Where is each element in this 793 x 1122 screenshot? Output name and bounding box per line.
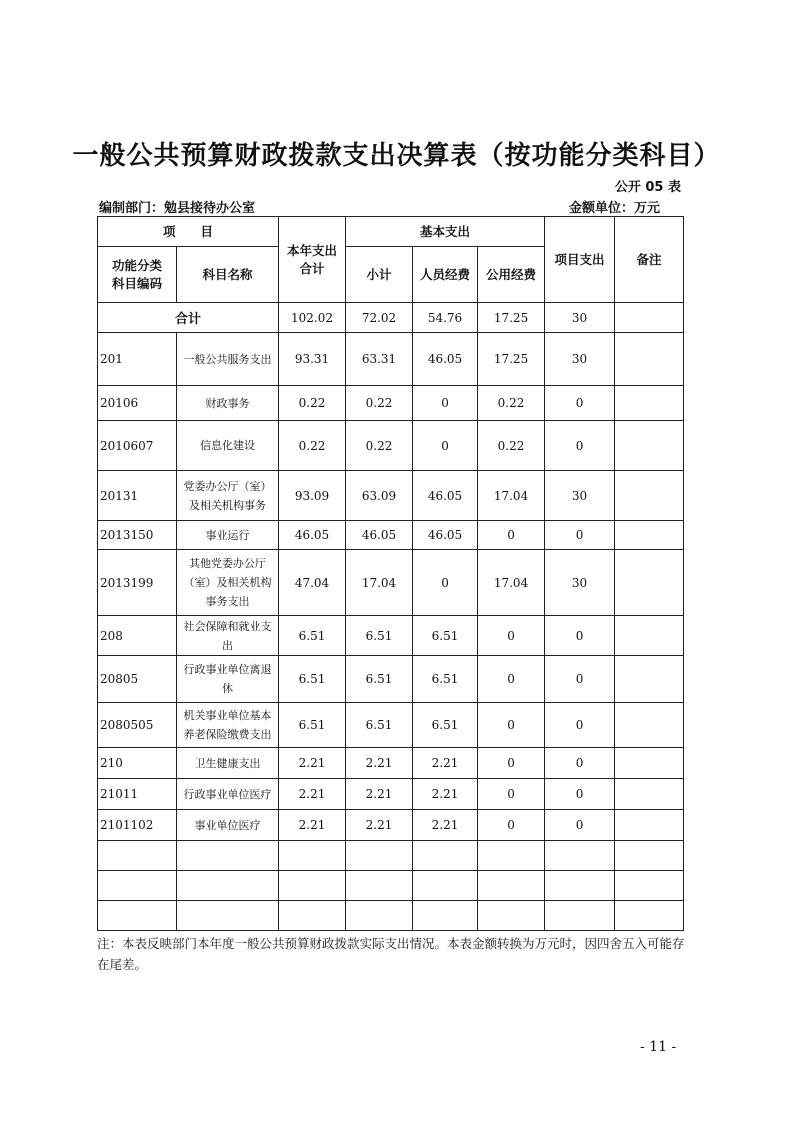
row-name: 事业单位医疗: [177, 810, 279, 841]
row-remark: [615, 703, 684, 748]
row-year-total: [279, 841, 346, 871]
row-remark: [615, 550, 684, 616]
row-year-total: 2.21: [279, 779, 346, 810]
header-public: 公用经费: [478, 247, 545, 303]
header-personnel: 人员经费: [413, 247, 478, 303]
header-subject-name: 科目名称: [177, 247, 279, 303]
table-row: [98, 616, 684, 656]
row-year-total: 6.51: [279, 656, 346, 703]
row-project: 30: [545, 471, 615, 521]
total-project: 30: [545, 303, 615, 333]
row-year-total: 93.31: [279, 333, 346, 386]
department-label: 编制部门：勉县接待办公室: [99, 201, 256, 216]
row-code: 20106: [98, 386, 177, 421]
row-project: 30: [545, 333, 615, 386]
row-code: 2010607: [98, 421, 177, 471]
row-personnel: 2.21: [413, 779, 478, 810]
row-code: 2013199: [98, 550, 177, 616]
row-subtotal: [346, 871, 413, 901]
row-subtotal: 6.51: [346, 656, 413, 703]
row-code: 201: [98, 333, 177, 386]
row-project: 30: [545, 550, 615, 616]
row-name: [177, 841, 279, 871]
amount-unit-label: 金额单位：万元: [569, 201, 661, 216]
row-public: 0.22: [478, 421, 545, 471]
expenditure-table: [97, 216, 684, 931]
row-name: 其他党委办公厅 （室）及相关机构 事务支出: [177, 550, 279, 616]
row-remark: [615, 901, 684, 931]
row-project: [545, 871, 615, 901]
row-remark: [615, 871, 684, 901]
total-row: [98, 303, 684, 333]
row-year-total: [279, 871, 346, 901]
row-public: 0: [478, 810, 545, 841]
row-personnel: 6.51: [413, 703, 478, 748]
row-project: 0: [545, 748, 615, 779]
row-name: 信息化建设: [177, 421, 279, 471]
row-remark: [615, 656, 684, 703]
table-row: [98, 656, 684, 703]
row-subtotal: 2.21: [346, 779, 413, 810]
total-personnel: 54.76: [413, 303, 478, 333]
table-row: [98, 748, 684, 779]
row-project: 0: [545, 521, 615, 550]
row-year-total: [279, 901, 346, 931]
row-code: 21011: [98, 779, 177, 810]
table-row: [98, 703, 684, 748]
row-public: [478, 871, 545, 901]
row-subtotal: 46.05: [346, 521, 413, 550]
row-public: 0: [478, 748, 545, 779]
row-remark: [615, 779, 684, 810]
row-code: 2101102: [98, 810, 177, 841]
row-personnel: 6.51: [413, 656, 478, 703]
row-public: [478, 841, 545, 871]
total-subtotal: 72.02: [346, 303, 413, 333]
footnote: 注：本表反映部门本年度一般公共预算财政拨款实际支出情况。本表金额转换为万元时，因四舍五入可能存在尾差。: [97, 936, 685, 972]
row-subtotal: 0.22: [346, 421, 413, 471]
table-row: [98, 871, 684, 901]
row-year-total: 6.51: [279, 703, 346, 748]
row-code: 208: [98, 616, 177, 656]
row-name: 社会保障和就业支 出: [177, 616, 279, 656]
row-subtotal: [346, 901, 413, 931]
row-personnel: 46.05: [413, 521, 478, 550]
row-subtotal: 2.21: [346, 810, 413, 841]
table-row: [98, 333, 684, 386]
row-personnel: 0: [413, 386, 478, 421]
row-name: [177, 871, 279, 901]
row-public: 17.04: [478, 471, 545, 521]
total-public: 17.25: [478, 303, 545, 333]
row-personnel: 2.21: [413, 748, 478, 779]
row-code: 2013150: [98, 521, 177, 550]
row-public: 0: [478, 656, 545, 703]
row-name: [177, 901, 279, 931]
row-name: 党委办公厅（室） 及相关机构事务: [177, 471, 279, 521]
row-name: 行政事业单位医疗: [177, 779, 279, 810]
row-code: 210: [98, 748, 177, 779]
row-remark: [615, 421, 684, 471]
row-project: [545, 841, 615, 871]
row-remark: [615, 616, 684, 656]
row-code: [98, 841, 177, 871]
row-year-total: 2.21: [279, 810, 346, 841]
row-project: 0: [545, 703, 615, 748]
table-row: [98, 421, 684, 471]
page-number: - 11 -: [640, 1039, 677, 1055]
row-project: 0: [545, 779, 615, 810]
row-remark: [615, 810, 684, 841]
row-public: 0.22: [478, 386, 545, 421]
row-year-total: 46.05: [279, 521, 346, 550]
row-project: 0: [545, 386, 615, 421]
row-personnel: 46.05: [413, 333, 478, 386]
row-subtotal: 0.22: [346, 386, 413, 421]
row-public: 0: [478, 521, 545, 550]
row-name: 财政事务: [177, 386, 279, 421]
row-code: [98, 901, 177, 931]
form-number: 公开 05 表: [614, 180, 681, 195]
row-project: 0: [545, 656, 615, 703]
row-code: 2080505: [98, 703, 177, 748]
table-row: [98, 810, 684, 841]
row-name: 事业运行: [177, 521, 279, 550]
row-subtotal: 63.09: [346, 471, 413, 521]
header-item: 项 目: [98, 217, 279, 247]
row-personnel: 46.05: [413, 471, 478, 521]
row-year-total: 2.21: [279, 748, 346, 779]
row-subtotal: 2.21: [346, 748, 413, 779]
table-row: [98, 386, 684, 421]
total-year-total: 102.02: [279, 303, 346, 333]
row-project: 0: [545, 421, 615, 471]
row-personnel: [413, 901, 478, 931]
total-remark: [615, 303, 684, 333]
table-row: [98, 779, 684, 810]
row-subtotal: 17.04: [346, 550, 413, 616]
table-row: [98, 841, 684, 871]
row-year-total: 93.09: [279, 471, 346, 521]
header-remark: 备注: [615, 217, 684, 303]
row-public: 0: [478, 703, 545, 748]
row-personnel: [413, 871, 478, 901]
row-name: 卫生健康支出: [177, 748, 279, 779]
row-remark: [615, 471, 684, 521]
row-name: 一般公共服务支出: [177, 333, 279, 386]
row-project: [545, 901, 615, 931]
row-remark: [615, 333, 684, 386]
row-personnel: 0: [413, 421, 478, 471]
header-func-code: 功能分类 科目编码: [98, 247, 177, 303]
header-project: 项目支出: [545, 217, 615, 303]
row-public: 17.04: [478, 550, 545, 616]
row-year-total: 0.22: [279, 386, 346, 421]
table-row: [98, 550, 684, 616]
row-subtotal: 6.51: [346, 616, 413, 656]
row-subtotal: 6.51: [346, 703, 413, 748]
row-code: 20131: [98, 471, 177, 521]
row-project: 0: [545, 810, 615, 841]
row-name: 行政事业单位离退 休: [177, 656, 279, 703]
row-project: 0: [545, 616, 615, 656]
row-public: [478, 901, 545, 931]
row-personnel: 6.51: [413, 616, 478, 656]
table-row: [98, 521, 684, 550]
row-public: 0: [478, 779, 545, 810]
row-public: 17.25: [478, 333, 545, 386]
row-remark: [615, 386, 684, 421]
row-subtotal: 63.31: [346, 333, 413, 386]
row-code: [98, 871, 177, 901]
row-year-total: 0.22: [279, 421, 346, 471]
table-row: [98, 901, 684, 931]
row-personnel: 2.21: [413, 810, 478, 841]
row-name: 机关事业单位基本 养老保险缴费支出: [177, 703, 279, 748]
total-label: 合计: [98, 303, 279, 333]
row-remark: [615, 521, 684, 550]
row-remark: [615, 748, 684, 779]
row-public: 0: [478, 616, 545, 656]
row-personnel: [413, 841, 478, 871]
row-personnel: 0: [413, 550, 478, 616]
row-code: 20805: [98, 656, 177, 703]
page-title: 一般公共预算财政拨款支出决算表（按功能分类科目）: [72, 141, 721, 171]
header-basic: 基本支出: [346, 217, 545, 247]
header-subtotal: 小计: [346, 247, 413, 303]
header-year-total: 本年支出 合计: [279, 217, 346, 303]
row-year-total: 6.51: [279, 616, 346, 656]
row-remark: [615, 841, 684, 871]
row-subtotal: [346, 841, 413, 871]
row-year-total: 47.04: [279, 550, 346, 616]
table-row: [98, 471, 684, 521]
